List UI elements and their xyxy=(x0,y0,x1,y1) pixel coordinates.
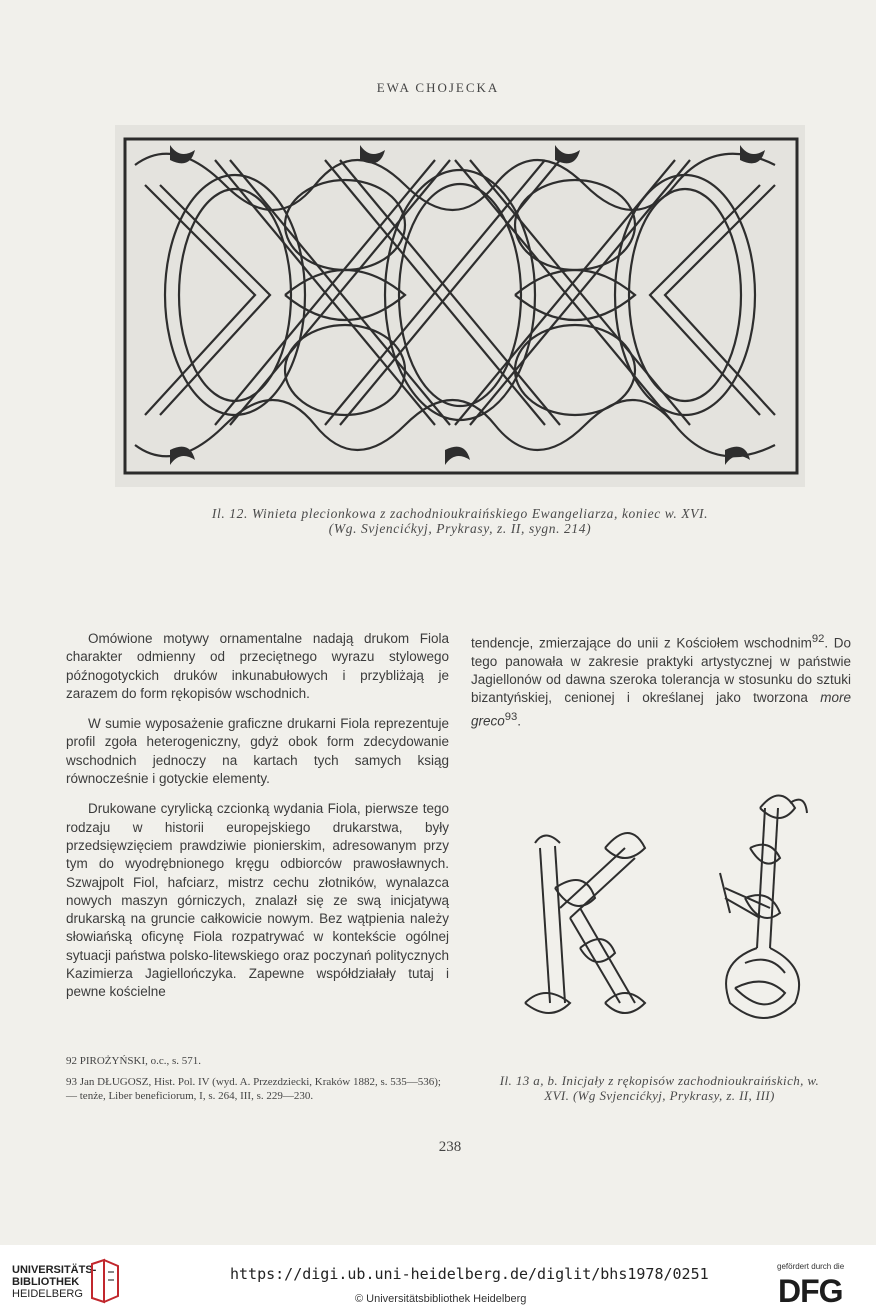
paragraph-2: W sumie wyposażenie graficzne drukarni Fiola reprezentuje profil zgoła heterogeniczny, gdyż obok form zdecydowanie wschodnich jednoczy na kartach tych samych ksiąg równocześnie i gotyckie elementy. xyxy=(66,716,449,787)
library-name-line3: HEIDELBERG xyxy=(12,1288,83,1300)
figure-12-caption-line1: Il. 12. Winieta plecionkowa z zachodnioukraińskiego Ewangeliarza, koniec w. XVI. xyxy=(211,506,709,521)
copyright-notice: © Universitätsbibliothek Heidelberg xyxy=(355,1293,527,1305)
footnote-93: 93 Jan DŁUGOSZ, Hist. Pol. IV (wyd. A. Przezdziecki, Kraków 1882, s. 535—536); — tenże, Liber beneficiorum, I, s. 264, III, s. 229—230. xyxy=(66,1076,441,1102)
interlace-vignette-illustration xyxy=(115,125,805,487)
initials-illustration xyxy=(495,788,845,1048)
library-name-line1: UNIVERSITÄTS- xyxy=(12,1264,97,1276)
figure-13-caption: Il. 13 a, b. Inicjały z rękopisów zachodnioukraińskich, w. XVI. (Wg Svjencićkyj, Prykrasy, z. II, III) xyxy=(499,1073,820,1103)
running-head: EWA CHOJECKA xyxy=(376,80,500,95)
permalink-url[interactable]: https://digi.ub.uni-heidelberg.de/diglit/bhs1978/0251 xyxy=(230,1265,709,1283)
figure-12-caption-line2: (Wg. Svjencićkyj, Prykrasy, z. II, sygn. 214) xyxy=(328,521,592,536)
paragraph-4 xyxy=(471,630,851,730)
paragraph-4-text: tendencje, zmierzające do unii z Kościołem wschodnim xyxy=(471,635,812,651)
funded-by-label: gefördert durch die xyxy=(777,1262,845,1271)
paragraph-4-text-cont: . Do tego panowała w zakresie praktyki artystycznej w państwie Jagiellonów od dawna szeroka tolerancja w stosunku do sztuki bizantyńskiej, cenionej i określanej jako tworzona xyxy=(471,635,852,706)
paragraph-3: Drukowane cyrylicką czcionką wydania Fiola, pierwsze tego rodzaju w historii europejskiego drukarstwa, były przedsięwzięciem prawdziwie pionierskim, adresowanym przy tym do wyodrębnionego kręgu odbiorców prawosławnych. Szwajpolt Fiol, hafciarz, mistrz cechu złotników, wynalazca nowych maszyn górniczych, znalazł się ze swą inicjatywą drukarską na gruncie całkowicie nowym. Bez wątpienia należy słowiańską oficynę Fiola rozpatrywać w kontekście ogólnej sytuacji państwa polsko-litewskiego oraz poczynań politycznych Kazimierza Jagiellończyka. Zapewne współdziałały tutaj i pewne kościelne xyxy=(66,801,449,1000)
library-logo-text[interactable] xyxy=(12,1264,96,1300)
paragraph-4-end: . xyxy=(517,713,522,729)
paragraph-1: Omówione motywy ornamentalne nadają drukom Fiola charakter odmienny od przeciętnego wyrazu stylowego późnogotyckich druków inkunabułowych i przybliżają je zarazem do form rękopisów wschodnich. xyxy=(66,631,449,701)
library-logo-icon[interactable] xyxy=(88,1258,122,1304)
footnote-92: 92 PIROŻYŃSKI, o.c., s. 571. xyxy=(66,1055,202,1067)
right-text-column xyxy=(471,630,851,730)
figure-12-caption xyxy=(120,506,800,536)
page-number: 238 xyxy=(438,1139,462,1155)
left-text-column xyxy=(66,630,449,1002)
library-name-line2: BIBLIOTHEK xyxy=(12,1276,80,1288)
dfg-logo[interactable]: DFG xyxy=(778,1273,843,1309)
footnote-ref-93: 93 xyxy=(504,710,518,723)
footnote-ref-92: 92 xyxy=(811,633,825,645)
more-greco-italic: more greco xyxy=(471,690,851,729)
